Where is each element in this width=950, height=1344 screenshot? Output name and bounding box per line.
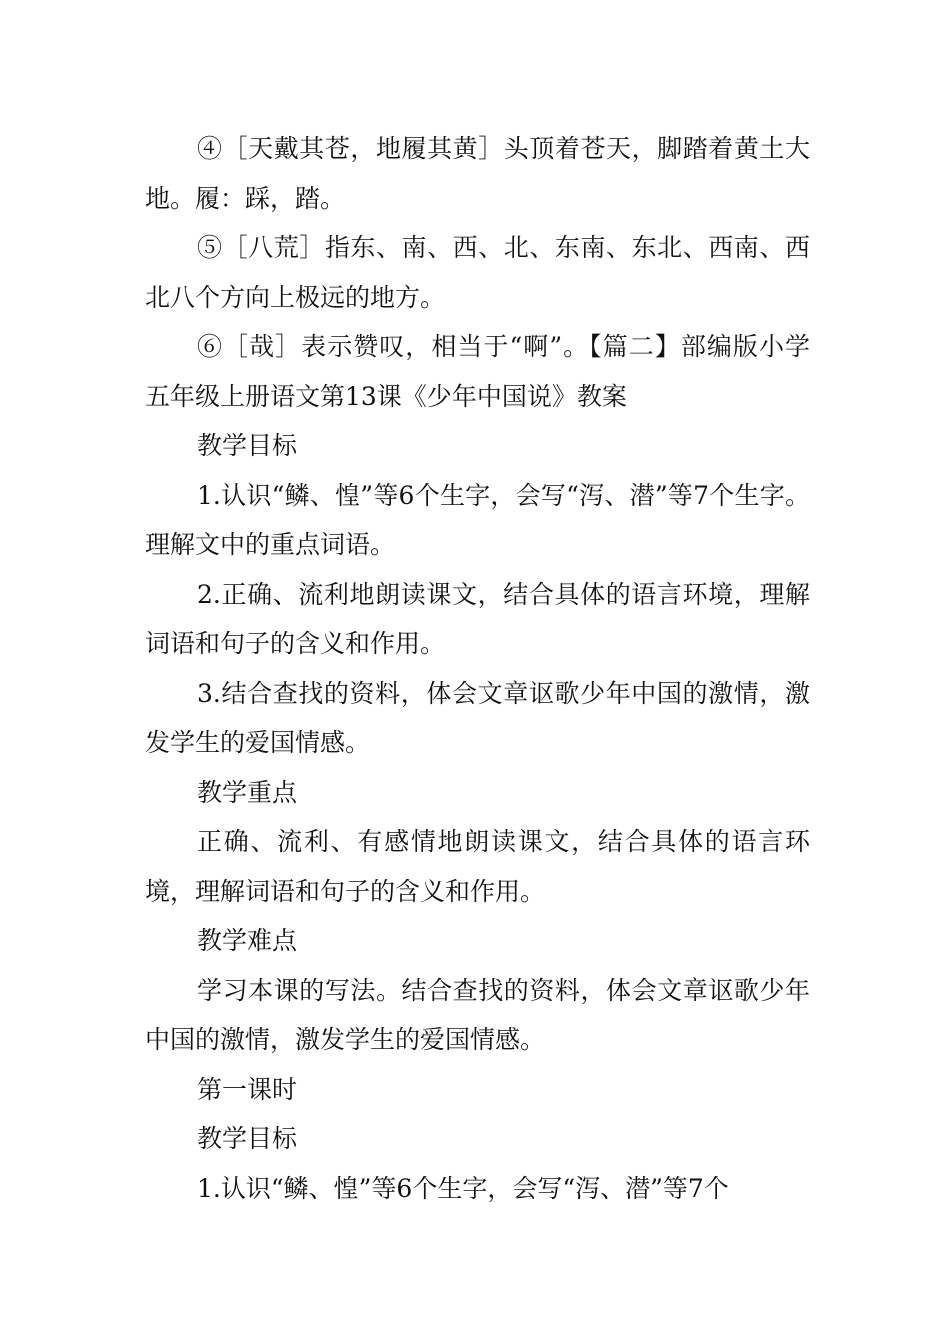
heading-teaching-goals-2: 教学目标 (197, 1124, 298, 1153)
heading-teaching-focus: 教学重点 (197, 777, 298, 807)
paragraph-note-5: ⑤［八荒］指东、南、西、北、东南、东北、西南、西北八个方向上极远的地方。 (145, 233, 810, 312)
goal-item-3: 3.结合查找的资料，体会文章讴歌少年中国的激情，激发学生的爱国情感。 (145, 678, 810, 757)
teaching-difficulty-text: 学习本课的写法。结合查找的资料，体会文章讴歌少年中国的激情，激发学生的爱国情感。 (145, 975, 810, 1054)
heading-teaching-goals: 教学目标 (197, 431, 298, 460)
heading-teaching-difficulty: 教学难点 (197, 926, 298, 955)
paragraph-note-4: ④［天戴其苍，地履其黄］头顶着苍天，脚踏着黄土大地。履：踩，踏。 (145, 134, 810, 213)
paragraph-note-6: ⑥［哉］表示赞叹，相当于“啊”。【篇二】部编版小学五年级上册语文第13课《少年中国说》教案 (145, 332, 810, 411)
goal-item-2: 2.正确、流利地朗读课文，结合具体的语言环境，理解词语和句子的含义和作用。 (145, 579, 810, 658)
teaching-focus-text: 正确、流利、有感情地朗读课文，结合具体的语言环境，理解词语和句子的含义和作用。 (145, 827, 810, 906)
goal-item-1: 1.认识“鳞、惶”等6个生字，会写“泻、潜”等7个生字。理解文中的重点词语。 (145, 480, 810, 559)
document-body (145, 124, 810, 1213)
heading-first-lesson: 第一课时 (197, 1074, 298, 1104)
goal-item-1-repeat: 1.认识“鳞、惶”等6个生字，会写“泻、潜”等7个 (197, 1173, 729, 1203)
